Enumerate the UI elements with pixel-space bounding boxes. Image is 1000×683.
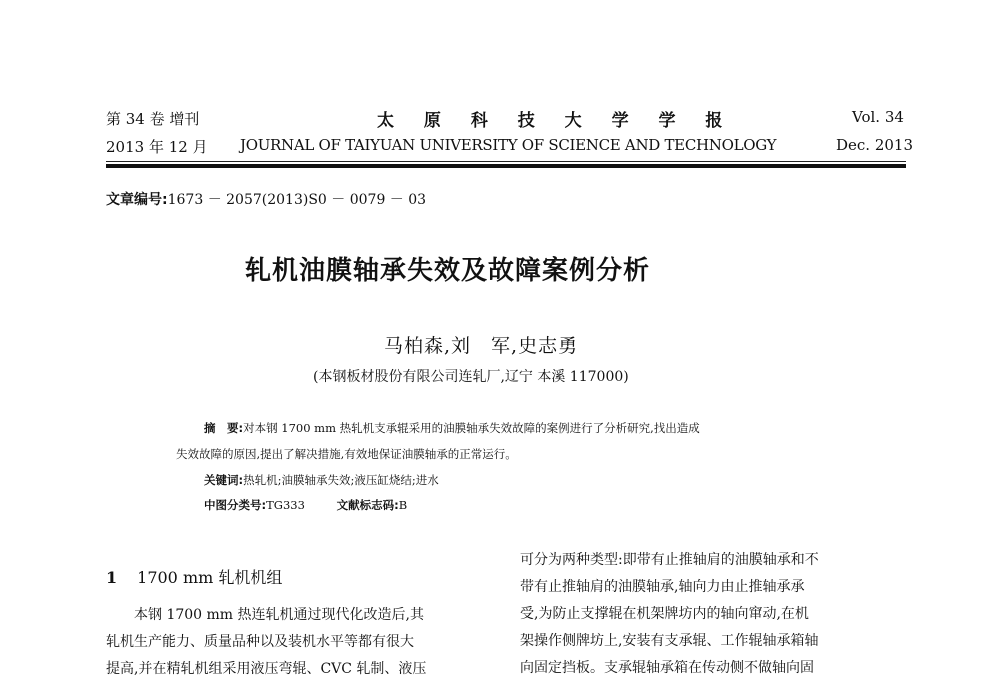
authors: 马柏森,刘 军,史志勇 xyxy=(384,335,579,357)
classification-value: TG333 xyxy=(266,498,305,512)
date-en: Dec. 2013 xyxy=(836,136,914,154)
abstract-text-1: 对本钢 1700 mm 热轧机支承辊采用的油膜轴承失效故障的案例进行了分析研究,找出造成 xyxy=(243,421,700,435)
keywords-label: 关键词: xyxy=(204,473,244,487)
classification xyxy=(204,497,407,513)
keywords-value: 热轧机;油膜轴承失效;液压缸烧结;进水 xyxy=(243,473,439,487)
doc-code-value: B xyxy=(398,498,408,512)
left-line-2: 轧机生产能力、质量品种以及装机水平等都有很大 xyxy=(106,634,414,650)
section-number: 1 xyxy=(106,568,118,587)
volume-cn: 第 34 卷 增刊 xyxy=(106,110,200,128)
left-line-1: 本钢 1700 mm 热连轧机通过现代化改造后,其 xyxy=(134,607,424,623)
section-heading xyxy=(106,565,282,588)
affiliation: (本钢板材股份有限公司连轧厂,辽宁 本溪 117000) xyxy=(313,369,629,385)
right-line-5: 向固定挡板。支承辊轴承箱在传动侧不做轴向固 xyxy=(520,660,814,676)
doc-code-label: 文献标志码: xyxy=(336,498,399,512)
right-line-2: 带有止推轴肩的油膜轴承,轴向力由止推轴承承 xyxy=(520,579,805,595)
journal-title-en: JOURNAL OF TAIYUAN UNIVERSITY OF SCIENCE AND TECHNOLOGY xyxy=(240,136,777,154)
right-line-1: 可分为两种类型:即带有止推轴肩的油膜轴承和不 xyxy=(520,552,819,568)
article-id-label: 文章编号: xyxy=(106,192,168,208)
abstract-text-2: 失效故障的原因,提出了解决措施,有效地保证油膜轴承的正常运行。 xyxy=(176,447,517,461)
left-line-3: 提高,并在精轧机组采用液压弯辊、CVC 轧制、液压 xyxy=(106,661,427,677)
journal-title-cn: 太 原 科 技 大 学 学 报 xyxy=(377,111,735,131)
right-line-4: 架操作侧牌坊上,安装有支承辊、工作辊轴承箱轴 xyxy=(520,633,819,649)
section-title: 1700 mm 轧机机组 xyxy=(137,568,283,587)
right-line-3: 受,为防止支撑辊在机架牌坊内的轴向窜动,在机 xyxy=(520,606,809,622)
article-id-value: 1673 － 2057(2013)S0 － 0079 － 03 xyxy=(167,192,427,208)
classification-label: 中图分类号: xyxy=(204,498,267,512)
keywords xyxy=(204,472,439,488)
abstract-label: 摘 要: xyxy=(204,421,244,435)
header-rule-thin xyxy=(106,161,906,162)
paper-title: 轧机油膜轴承失效及故障案例分析 xyxy=(245,256,651,286)
header-rule-thick xyxy=(106,164,906,168)
volume-en: Vol. 34 xyxy=(852,108,904,126)
article-id xyxy=(106,189,426,209)
abstract-line-1 xyxy=(204,420,700,436)
date-cn: 2013 年 12 月 xyxy=(106,138,208,156)
